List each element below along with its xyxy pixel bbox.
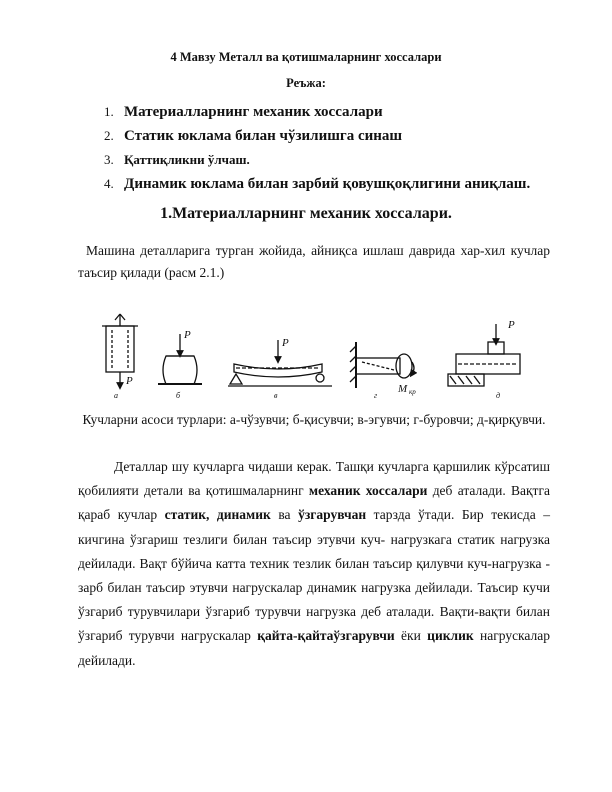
text-run: деб аталади. Вақтга қараб кучлар xyxy=(78,483,550,523)
bold-term: қайта-қайтаўзгарувчи xyxy=(257,628,395,644)
plan-item xyxy=(104,100,530,124)
shear-diagram xyxy=(448,324,520,386)
plan-item-text: Динамик юклама билан зарбий қовушқоқлигини аниқлаш. xyxy=(124,176,531,192)
plan-list xyxy=(104,100,530,196)
plan-item xyxy=(104,124,530,148)
plan-label: Реъжа: xyxy=(286,76,326,90)
text-run: ёки xyxy=(394,628,428,644)
bold-term: циклик xyxy=(427,628,474,644)
text-run: нагрускалар дейилади. xyxy=(78,628,550,668)
figure-label-b: б xyxy=(176,391,181,400)
plan-item-text: Қаттиқликни ўлчаш. xyxy=(124,152,250,167)
plan-item-number: 4. xyxy=(104,176,114,191)
force-label: P xyxy=(508,319,515,331)
figure-caption: Кучларни асоси турлари: а-чўзувчи; б-қисувчи; в-эгувчи; г-буровчи; д-қирқувчи. xyxy=(82,412,546,427)
plan-item-number: 2. xyxy=(104,128,114,143)
figure-label-g: г xyxy=(374,391,378,400)
force-label: P xyxy=(282,337,289,349)
bold-term: динамик xyxy=(216,507,271,523)
document-title: 4 Мавзу Металл ва қотишмаларнинг хоссалари xyxy=(170,50,442,64)
figure-label-d: д xyxy=(496,391,501,400)
force-label: P xyxy=(184,329,191,341)
text-run xyxy=(209,507,217,522)
bold-term: статик, xyxy=(164,507,210,523)
bold-term: механик хоссалари xyxy=(308,483,428,499)
section-heading: 1.Материалларнинг механик хоссалари. xyxy=(160,205,452,222)
bold-term: ўзгарувчан xyxy=(298,507,367,523)
text-run: Деталлар шу кучларга чидаши керак. Ташқи кучларга қаршилик кўрсатиш қобилияти детали ва қотишмаларнинг xyxy=(78,459,550,499)
text-run: тарзда ўтади. Бир текисда – кичгина ўзгариш тезлиги билан таъсир этувчи куч- нагрузкага статик нагрузка дейилади. Вақт бўйича катта техник тезлик билан таъсир қилувчи куч-нагрузка - зарб билан таъсир этувчи нагрускалар динамик нагрузка дейилади. Таъсир кучи ўзгариб турувчилари ўзгариб турувчи нагрузка деб аталади. Вақти-вақти билан ўзгариб турувчи нагрускалар xyxy=(78,507,550,644)
plan-item-number: 1. xyxy=(104,104,114,119)
force-label: P xyxy=(126,375,133,387)
figure-label-a: а xyxy=(114,391,118,400)
compression-diagram xyxy=(158,334,202,384)
torsion-diagram xyxy=(350,342,414,388)
plan-item xyxy=(104,172,530,196)
torque-subscript: кр xyxy=(409,388,416,396)
torque-label: M xyxy=(398,383,408,395)
plan-item-number: 3. xyxy=(104,152,114,167)
bending-diagram xyxy=(228,340,332,386)
force-types-figure xyxy=(86,312,534,402)
plan-item xyxy=(104,148,530,172)
text-run: ва xyxy=(270,507,299,523)
plan-item-text: Статик юклама билан чўзилишга синаш xyxy=(124,128,403,144)
body-paragraph xyxy=(78,455,550,673)
intro-paragraph: Машина деталларига турган жойида, айниқса ишлаш даврида хар-хил кучлар таъсир қилади (расм 2.1.) xyxy=(78,243,550,280)
plan-item-text: Материалларнинг механик хоссалари xyxy=(124,104,383,120)
figure-label-v: в xyxy=(274,391,278,400)
